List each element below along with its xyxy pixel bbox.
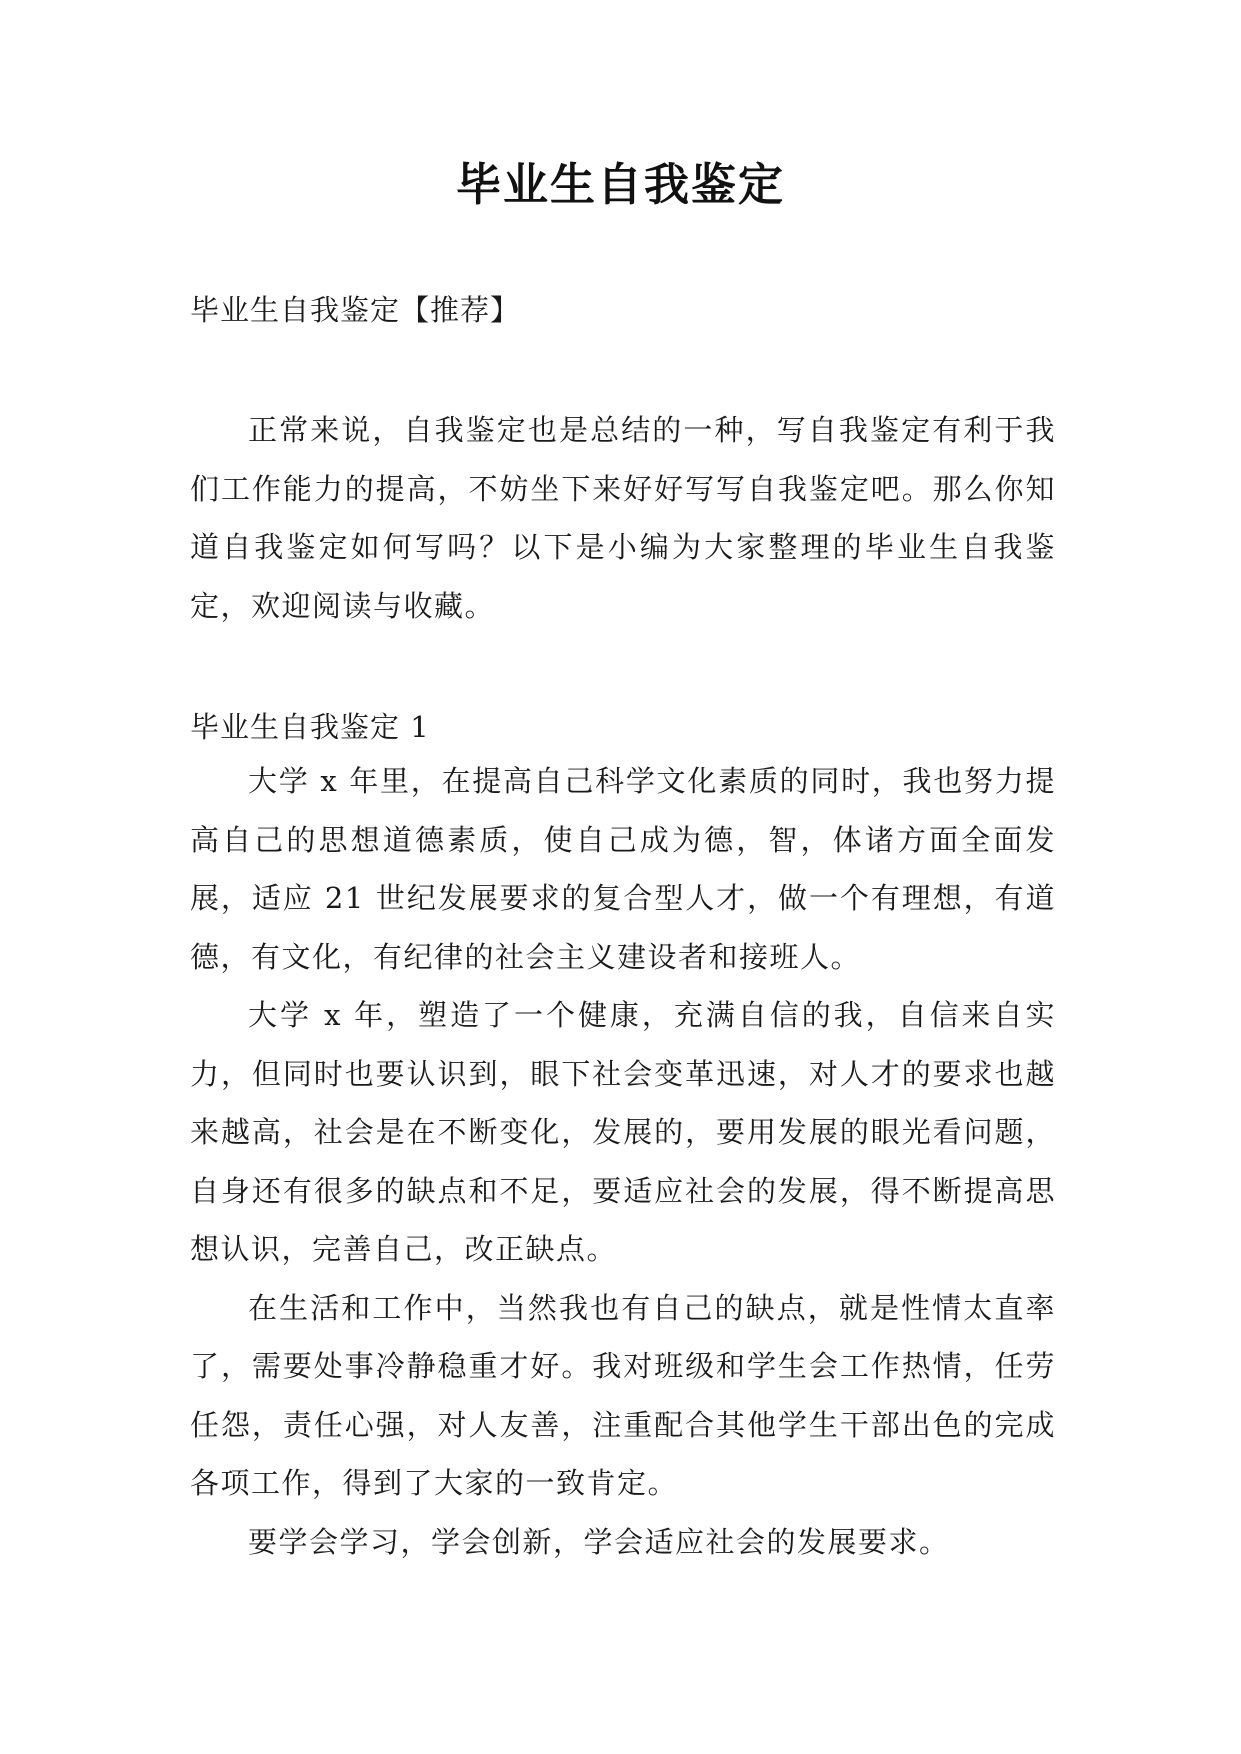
- section-heading: 毕业生自我鉴定 1: [190, 710, 430, 744]
- body-paragraph-1: 大学 x 年里，在提高自己科学文化素质的同时，我也努力提高自己的思想道德素质，使自己成为德，智，体诸方面全面发展，适应 21 世纪发展要求的复合型人才，做一个有理想，有道德，有文化，有纪律的社会主义建设者和接班人。: [190, 764, 1056, 974]
- body-paragraph-4: 要学会学习，学会创新，学会适应社会的发展要求。: [248, 1524, 950, 1559]
- section-body: [190, 752, 1056, 1571]
- document-title: 毕业生自我鉴定: [455, 158, 785, 211]
- body-paragraph-3: 在生活和工作中，当然我也有自己的缺点，就是性情太直率了，需要处事冷静稳重才好。我对班级和学生会工作热情，任劳任怨，责任心强，对人友善，注重配合其他学生干部出色的完成各项工作，得到了大家的一致肯定。: [190, 1290, 1056, 1500]
- body-paragraph-2: 大学 x 年，塑造了一个健康，充满自信的我，自信来自实力，但同时也要认识到，眼下社会变革迅速，对人才的要求也越来越高，社会是在不断变化，发展的，要用发展的眼光看问题，自身还有很多的缺点和不足，要适应社会的发展，得不断提高思想认识，完善自己，改正缺点。: [190, 998, 1056, 1266]
- document-subtitle: 毕业生自我鉴定【推荐】: [190, 293, 521, 327]
- intro-paragraph: 正常来说，自我鉴定也是总结的一种，写自我鉴定有利于我们工作能力的提高，不妨坐下来好好写写自我鉴定吧。那么你知道自我鉴定如何写吗？以下是小编为大家整理的毕业生自我鉴定，欢迎阅读与收藏。: [190, 413, 1056, 623]
